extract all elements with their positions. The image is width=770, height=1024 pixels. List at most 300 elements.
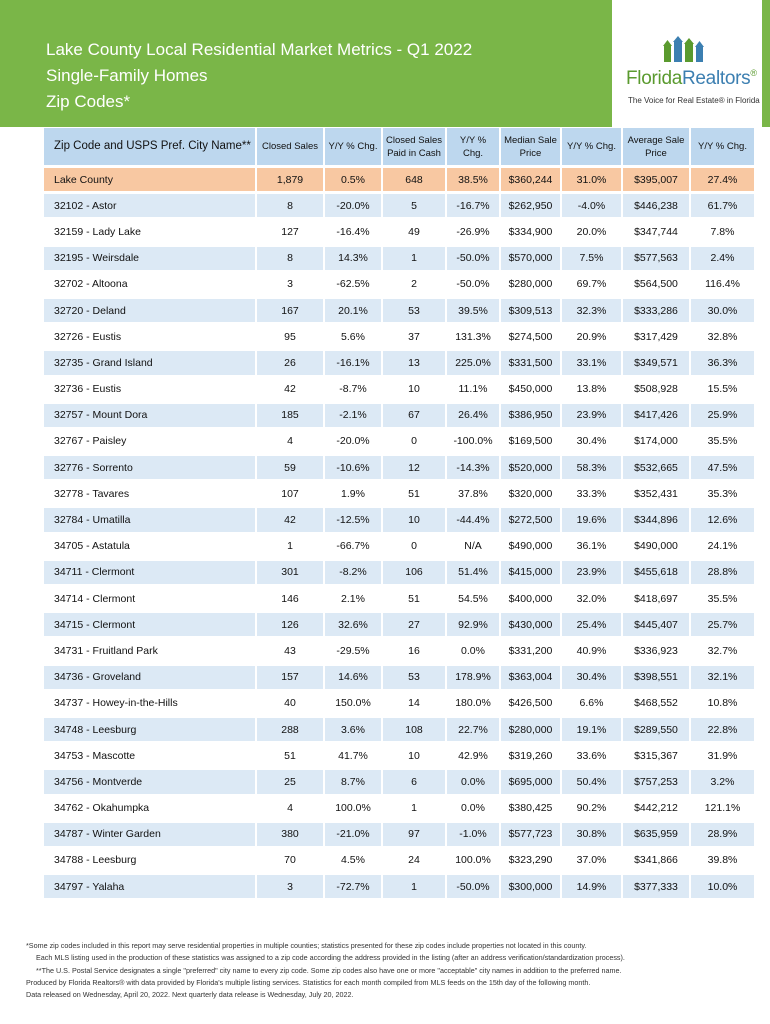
metric-cell: -16.7% (446, 193, 500, 219)
florida-realtors-logo (612, 0, 762, 127)
metric-cell: 0 (382, 533, 446, 559)
metric-cell: 0.5% (324, 167, 382, 193)
metric-cell: 97 (382, 821, 446, 847)
metric-cell: 35.5% (690, 428, 755, 454)
metric-cell: 150.0% (324, 690, 382, 716)
metric-cell: $577,563 (622, 245, 690, 271)
metric-cell: 24 (382, 847, 446, 873)
metric-cell: 380 (256, 821, 324, 847)
metric-cell: 4.5% (324, 847, 382, 873)
metric-cell: 19.1% (561, 716, 622, 742)
metric-cell: 0.0% (446, 795, 500, 821)
metric-cell: -100.0% (446, 428, 500, 454)
metric-cell: 90.2% (561, 795, 622, 821)
metric-cell: 43 (256, 638, 324, 664)
metric-cell: $323,290 (500, 847, 561, 873)
metric-cell: -20.0% (324, 428, 382, 454)
metric-cell: 37.8% (446, 481, 500, 507)
metric-cell: 33.3% (561, 481, 622, 507)
metric-cell: 12.6% (690, 507, 755, 533)
metric-cell: -14.3% (446, 455, 500, 481)
metric-cell: 1,879 (256, 167, 324, 193)
metric-cell: 100.0% (324, 795, 382, 821)
metric-cell: 47.5% (690, 455, 755, 481)
zip-city-cell: 32159 - Lady Lake (44, 219, 256, 245)
metric-cell: 13 (382, 350, 446, 376)
table-row (44, 193, 755, 219)
metric-cell: 2.1% (324, 586, 382, 612)
column-header: Closed Sales (256, 128, 324, 167)
table-row (44, 297, 755, 323)
metric-cell: 51 (382, 481, 446, 507)
metric-cell: 53 (382, 297, 446, 323)
metric-cell: 178.9% (446, 664, 500, 690)
metrics-table-container (44, 128, 755, 901)
metric-cell: $520,000 (500, 455, 561, 481)
metric-cell: 1 (382, 245, 446, 271)
metric-cell: 41.7% (324, 743, 382, 769)
zip-city-cell: 32735 - Grand Island (44, 350, 256, 376)
title-line-3: Zip Codes* (46, 92, 131, 111)
metric-cell: 2 (382, 271, 446, 297)
logo-tagline: The Voice for Real Estate® in Florida (628, 96, 760, 105)
metric-cell: 59 (256, 455, 324, 481)
metric-cell: 126 (256, 612, 324, 638)
metric-cell: $508,928 (622, 376, 690, 402)
table-row (44, 533, 755, 559)
metric-cell: 39.5% (446, 297, 500, 323)
metric-cell: 14 (382, 690, 446, 716)
metric-cell: -4.0% (561, 193, 622, 219)
metric-cell: 27 (382, 612, 446, 638)
metric-cell: 121.1% (690, 795, 755, 821)
metric-cell: 14.9% (561, 874, 622, 900)
metric-cell: 32.1% (690, 664, 755, 690)
metric-cell: $400,000 (500, 586, 561, 612)
metric-cell: 25.7% (690, 612, 755, 638)
metric-cell: $174,000 (622, 428, 690, 454)
metric-cell: 106 (382, 559, 446, 585)
metric-cell: 28.9% (690, 821, 755, 847)
zip-city-cell: 32702 - Altoona (44, 271, 256, 297)
metric-cell: 14.3% (324, 245, 382, 271)
metric-cell: 31.0% (561, 167, 622, 193)
metric-cell: $398,551 (622, 664, 690, 690)
metric-cell: $262,950 (500, 193, 561, 219)
table-header-row (44, 128, 755, 167)
metric-cell: N/A (446, 533, 500, 559)
metric-cell: $577,723 (500, 821, 561, 847)
metric-cell: 58.3% (561, 455, 622, 481)
metric-cell: $635,959 (622, 821, 690, 847)
column-header: Y/Y % Chg. (324, 128, 382, 167)
zip-city-cell: 32757 - Mount Dora (44, 402, 256, 428)
metric-cell: 100.0% (446, 847, 500, 873)
metric-cell: $352,431 (622, 481, 690, 507)
metric-cell: $395,007 (622, 167, 690, 193)
metric-cell: 92.9% (446, 612, 500, 638)
metric-cell: $695,000 (500, 769, 561, 795)
metric-cell: $377,333 (622, 874, 690, 900)
logo-wordmark (626, 68, 757, 90)
footnote: *Some zip codes included in this report may serve residential properties in multiple counties; statistics presented for these zip codes include properties not located in this county. (26, 941, 587, 950)
metric-cell: $280,000 (500, 271, 561, 297)
metric-cell: 107 (256, 481, 324, 507)
metric-cell: $331,200 (500, 638, 561, 664)
metric-cell: 15.5% (690, 376, 755, 402)
metric-cell: 30.0% (690, 297, 755, 323)
metric-cell: 131.3% (446, 324, 500, 350)
table-row (44, 324, 755, 350)
metric-cell: 30.4% (561, 664, 622, 690)
metric-cell: 40.9% (561, 638, 622, 664)
metric-cell: 37 (382, 324, 446, 350)
metric-cell: -2.1% (324, 402, 382, 428)
metric-cell: -29.5% (324, 638, 382, 664)
table-row (44, 638, 755, 664)
metric-cell: 301 (256, 559, 324, 585)
metric-cell: $315,367 (622, 743, 690, 769)
table-row (44, 428, 755, 454)
metric-cell: $344,896 (622, 507, 690, 533)
metric-cell: 1 (382, 874, 446, 900)
table-body (44, 167, 755, 900)
metric-cell: 27.4% (690, 167, 755, 193)
zip-city-cell: 34787 - Winter Garden (44, 821, 256, 847)
zip-city-cell: 32778 - Tavares (44, 481, 256, 507)
column-header: Median Sale Price (500, 128, 561, 167)
zip-city-cell: 32102 - Astor (44, 193, 256, 219)
metric-cell: -10.6% (324, 455, 382, 481)
metric-cell: 2.4% (690, 245, 755, 271)
column-header: Closed Sales Paid in Cash (382, 128, 446, 167)
metric-cell: 61.7% (690, 193, 755, 219)
metric-cell: 16 (382, 638, 446, 664)
zip-city-cell: 32720 - Deland (44, 297, 256, 323)
metric-cell: 32.6% (324, 612, 382, 638)
column-header: Average Sale Price (622, 128, 690, 167)
metric-cell: 8.7% (324, 769, 382, 795)
metric-cell: 3 (256, 271, 324, 297)
metric-cell: 14.6% (324, 664, 382, 690)
metric-cell: $468,552 (622, 690, 690, 716)
metric-cell: $450,000 (500, 376, 561, 402)
metric-cell: -44.4% (446, 507, 500, 533)
table-row (44, 271, 755, 297)
metric-cell: $532,665 (622, 455, 690, 481)
metric-cell: 20.9% (561, 324, 622, 350)
metric-cell: 4 (256, 795, 324, 821)
zip-city-cell: 32736 - Eustis (44, 376, 256, 402)
metric-cell: $289,550 (622, 716, 690, 742)
metric-cell: 225.0% (446, 350, 500, 376)
metric-cell: 116.4% (690, 271, 755, 297)
metric-cell: 1.9% (324, 481, 382, 507)
metric-cell: 8 (256, 245, 324, 271)
metric-cell: 11.1% (446, 376, 500, 402)
metric-cell: 10 (382, 376, 446, 402)
zip-city-cell: 34756 - Montverde (44, 769, 256, 795)
metric-cell: $415,000 (500, 559, 561, 585)
metric-cell: -72.7% (324, 874, 382, 900)
metric-cell: 95 (256, 324, 324, 350)
zip-city-cell: 32784 - Umatilla (44, 507, 256, 533)
metric-cell: 33.1% (561, 350, 622, 376)
metric-cell: 167 (256, 297, 324, 323)
metric-cell: $446,238 (622, 193, 690, 219)
metric-cell: 22.8% (690, 716, 755, 742)
metric-cell: $349,571 (622, 350, 690, 376)
metric-cell: $317,429 (622, 324, 690, 350)
metric-cell: 26.4% (446, 402, 500, 428)
metric-cell: $336,923 (622, 638, 690, 664)
metric-cell: 36.3% (690, 350, 755, 376)
metric-cell: $380,425 (500, 795, 561, 821)
metric-cell: 31.9% (690, 743, 755, 769)
metric-cell: $386,950 (500, 402, 561, 428)
metric-cell: 49 (382, 219, 446, 245)
zip-city-cell: 34715 - Clermont (44, 612, 256, 638)
zip-city-cell: 32726 - Eustis (44, 324, 256, 350)
metric-cell: $430,000 (500, 612, 561, 638)
metric-cell: $360,244 (500, 167, 561, 193)
metric-cell: -12.5% (324, 507, 382, 533)
table-row (44, 874, 755, 900)
zip-city-cell: 34797 - Yalaha (44, 874, 256, 900)
metrics-table (44, 128, 756, 901)
metric-cell: $490,000 (500, 533, 561, 559)
metric-cell: 69.7% (561, 271, 622, 297)
metric-cell: 4 (256, 428, 324, 454)
zip-city-cell: 34737 - Howey-in-the-Hills (44, 690, 256, 716)
table-row (44, 455, 755, 481)
metric-cell: 12 (382, 455, 446, 481)
metric-cell: 32.3% (561, 297, 622, 323)
metric-cell: 3.2% (690, 769, 755, 795)
zip-city-cell: 32767 - Paisley (44, 428, 256, 454)
metric-cell: $570,000 (500, 245, 561, 271)
metric-cell: 67 (382, 402, 446, 428)
column-header: Y/Y % Chg. (561, 128, 622, 167)
zip-city-cell: Lake County (44, 167, 256, 193)
metric-cell: 648 (382, 167, 446, 193)
table-row (44, 795, 755, 821)
metric-cell: -16.4% (324, 219, 382, 245)
metric-cell: 42 (256, 507, 324, 533)
metric-cell: -66.7% (324, 533, 382, 559)
metric-cell: $320,000 (500, 481, 561, 507)
metric-cell: 28.8% (690, 559, 755, 585)
table-row (44, 716, 755, 742)
metric-cell: -16.1% (324, 350, 382, 376)
zip-city-cell: 34731 - Fruitland Park (44, 638, 256, 664)
metric-cell: 0.0% (446, 769, 500, 795)
metric-cell: -26.9% (446, 219, 500, 245)
metric-cell: $334,900 (500, 219, 561, 245)
metric-cell: 24.1% (690, 533, 755, 559)
zip-city-cell: 34788 - Leesburg (44, 847, 256, 873)
zip-city-cell: 34762 - Okahumpka (44, 795, 256, 821)
table-row (44, 586, 755, 612)
metric-cell: 7.8% (690, 219, 755, 245)
zip-city-cell: 32195 - Weirsdale (44, 245, 256, 271)
footnote: Data released on Wednesday, April 20, 2022. Next quarterly data release is Wednesday, July 20, 2022. (26, 990, 354, 1000)
metric-cell: -50.0% (446, 271, 500, 297)
title-line-2: Single-Family Homes (46, 66, 208, 85)
metric-cell: 33.6% (561, 743, 622, 769)
metric-cell: -20.0% (324, 193, 382, 219)
metric-cell: 54.5% (446, 586, 500, 612)
table-row (44, 402, 755, 428)
metric-cell: 40 (256, 690, 324, 716)
metric-cell: 5 (382, 193, 446, 219)
metric-cell: $341,866 (622, 847, 690, 873)
footnote: **The U.S. Postal Service designates a single "preferred" city name to every zip code. Some zip codes also have one or more "acceptable" city names in addition to the preferred name. (36, 965, 622, 975)
metric-cell: 32.0% (561, 586, 622, 612)
metric-cell: 8 (256, 193, 324, 219)
metric-cell: 32.8% (690, 324, 755, 350)
zip-city-cell: 34748 - Leesburg (44, 716, 256, 742)
footnotes (26, 940, 756, 1001)
table-row (44, 219, 755, 245)
table-row (44, 376, 755, 402)
table-row (44, 350, 755, 376)
metric-cell: 7.5% (561, 245, 622, 271)
metric-cell: 32.7% (690, 638, 755, 664)
metric-cell: 23.9% (561, 402, 622, 428)
metric-cell: $333,286 (622, 297, 690, 323)
metric-cell: 10.0% (690, 874, 755, 900)
metric-cell: 3 (256, 874, 324, 900)
metric-cell: 108 (382, 716, 446, 742)
metric-cell: $490,000 (622, 533, 690, 559)
metric-cell: 25.4% (561, 612, 622, 638)
metric-cell: 0 (382, 428, 446, 454)
table-row (44, 559, 755, 585)
metric-cell: 5.6% (324, 324, 382, 350)
metric-cell: 30.4% (561, 428, 622, 454)
zip-city-cell: 34705 - Astatula (44, 533, 256, 559)
metric-cell: 42 (256, 376, 324, 402)
metric-cell: 10 (382, 507, 446, 533)
metric-cell: -1.0% (446, 821, 500, 847)
footnote: Each MLS listing used in the production of these statistics was assigned to a zip code according the address provided in the listing (after an address verification/standardization process). (36, 953, 625, 963)
metric-cell: 36.1% (561, 533, 622, 559)
metric-cell: 19.6% (561, 507, 622, 533)
metric-cell: $331,500 (500, 350, 561, 376)
metric-cell: 35.5% (690, 586, 755, 612)
metric-cell: 23.9% (561, 559, 622, 585)
metric-cell: $319,260 (500, 743, 561, 769)
metric-cell: 288 (256, 716, 324, 742)
metric-cell: -21.0% (324, 821, 382, 847)
metric-cell: 20.0% (561, 219, 622, 245)
metric-cell: 1 (256, 533, 324, 559)
metric-cell: 20.1% (324, 297, 382, 323)
metric-cell: 37.0% (561, 847, 622, 873)
metric-cell: 10.8% (690, 690, 755, 716)
metric-cell: 1 (382, 795, 446, 821)
metric-cell: $564,500 (622, 271, 690, 297)
column-header: Zip Code and USPS Pref. City Name** (44, 128, 256, 167)
metric-cell: 51.4% (446, 559, 500, 585)
metric-cell: -8.7% (324, 376, 382, 402)
table-row (44, 821, 755, 847)
table-row (44, 245, 755, 271)
metric-cell: $417,426 (622, 402, 690, 428)
table-row (44, 769, 755, 795)
zip-city-cell: 34736 - Groveland (44, 664, 256, 690)
metric-cell: 3.6% (324, 716, 382, 742)
county-total-row (44, 167, 755, 193)
metric-cell: $757,253 (622, 769, 690, 795)
metric-cell: -50.0% (446, 245, 500, 271)
metric-cell: $280,000 (500, 716, 561, 742)
metric-cell: -8.2% (324, 559, 382, 585)
metric-cell: 35.3% (690, 481, 755, 507)
metric-cell: $442,212 (622, 795, 690, 821)
metric-cell: $445,407 (622, 612, 690, 638)
zip-city-cell: 34711 - Clermont (44, 559, 256, 585)
metric-cell: 6 (382, 769, 446, 795)
metric-cell: 26 (256, 350, 324, 376)
metric-cell: 50.4% (561, 769, 622, 795)
logo-florida: Florida (626, 68, 682, 89)
metric-cell: 42.9% (446, 743, 500, 769)
metric-cell: 30.8% (561, 821, 622, 847)
metric-cell: $300,000 (500, 874, 561, 900)
logo-registered-mark: ® (750, 68, 757, 78)
zip-city-cell: 32776 - Sorrento (44, 455, 256, 481)
metric-cell: -50.0% (446, 874, 500, 900)
metric-cell: 70 (256, 847, 324, 873)
logo-realtors: Realtors (681, 68, 751, 89)
footnote: Produced by Florida Realtors® with data provided by Florida's multiple listing services. Statistics for each month compiled from MLS feeds on the 15th day of the following month. (26, 977, 591, 987)
metric-cell: -62.5% (324, 271, 382, 297)
metric-cell: $426,500 (500, 690, 561, 716)
metric-cell: 180.0% (446, 690, 500, 716)
column-header: Y/Y % Chg. (446, 128, 500, 167)
column-header: Y/Y % Chg. (690, 128, 755, 167)
report-title (46, 37, 472, 115)
metric-cell: 146 (256, 586, 324, 612)
table-row (44, 507, 755, 533)
metric-cell: 22.7% (446, 716, 500, 742)
table-row (44, 690, 755, 716)
metric-cell: $363,004 (500, 664, 561, 690)
table-row (44, 743, 755, 769)
metric-cell: $272,500 (500, 507, 561, 533)
zip-city-cell: 34753 - Mascotte (44, 743, 256, 769)
metric-cell: $274,500 (500, 324, 561, 350)
metric-cell: $169,500 (500, 428, 561, 454)
metric-cell: 25.9% (690, 402, 755, 428)
metric-cell: $347,744 (622, 219, 690, 245)
table-row (44, 847, 755, 873)
metric-cell: 53 (382, 664, 446, 690)
metric-cell: 51 (382, 586, 446, 612)
metric-cell: $418,697 (622, 586, 690, 612)
metric-cell: 25 (256, 769, 324, 795)
title-line-1: Lake County Local Residential Market Metrics - Q1 2022 (46, 40, 473, 59)
houses-logo-icon (662, 34, 706, 64)
metric-cell: 157 (256, 664, 324, 690)
metric-cell: 10 (382, 743, 446, 769)
metric-cell: 39.8% (690, 847, 755, 873)
metric-cell: 38.5% (446, 167, 500, 193)
metric-cell: 13.8% (561, 376, 622, 402)
table-row (44, 612, 755, 638)
